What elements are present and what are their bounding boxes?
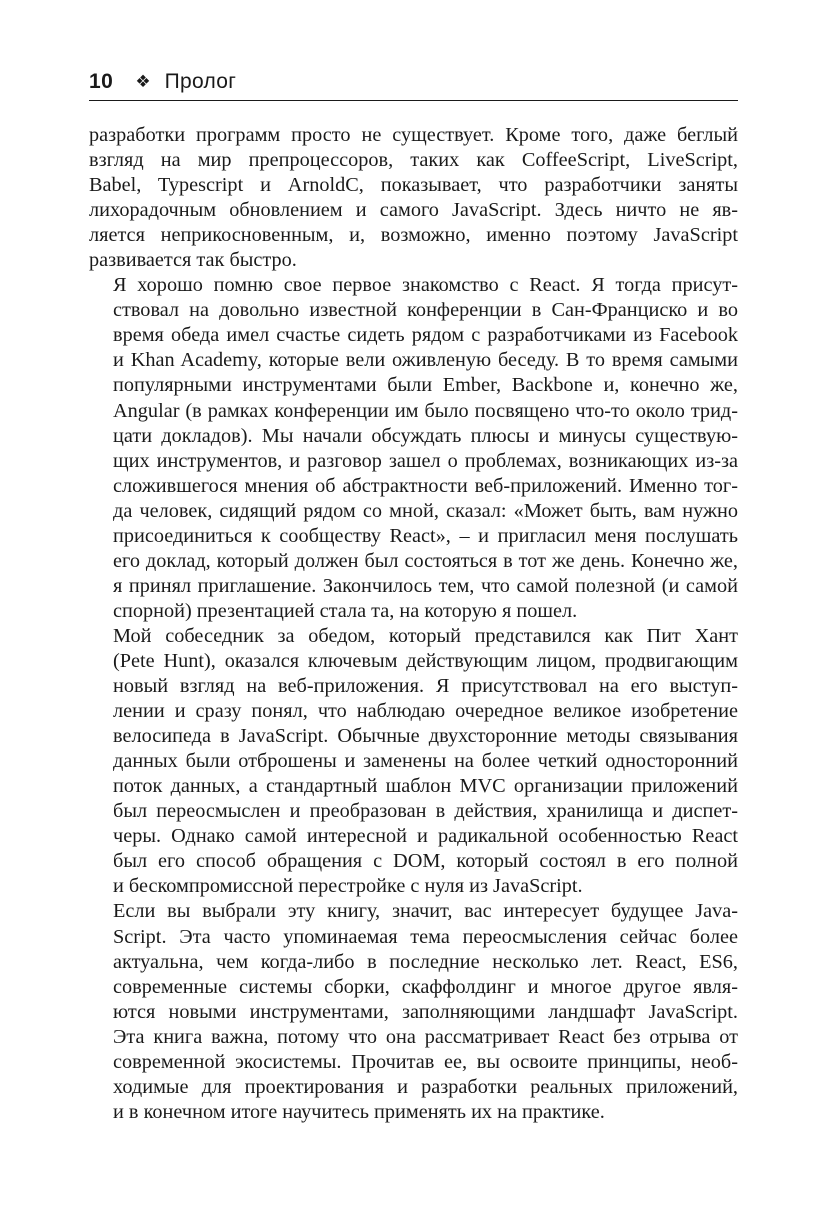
text-line: взгляд на мир препроцессоров, таких как CoffeeScript, LiveScript, <box>89 149 738 172</box>
paragraph <box>89 273 738 624</box>
body-text <box>89 123 738 1125</box>
text-line: ствовал на довольно известной конференции в Сан-Франциско и во <box>113 299 738 322</box>
text-line: новый взгляд на веб-приложения. Я присутствовал на его выступ- <box>113 675 738 698</box>
fleuron-icon: ❖ <box>135 72 151 91</box>
text-line: и в конечном итоге научитесь применять их на практике. <box>113 1100 605 1123</box>
text-line: популярными инструментами были Ember, Backbone и, конечно же, <box>113 374 738 397</box>
text-line: Эта книга важна, потому что она рассматривает React без отрыва от <box>113 1025 738 1048</box>
text-line: черы. Однако самой интересной и радикальной особенностью React <box>113 825 738 848</box>
text-line: разработки программ просто не существует. Кроме того, даже беглый <box>89 124 738 146</box>
text-line: Мой собеседник за обедом, который представился как Пит Хант <box>113 624 738 647</box>
paragraph <box>89 123 738 273</box>
text-line: и бескомпромиссной перестройке с нуля из JavaScript. <box>113 875 583 898</box>
text-line: щих инструментов, и разговор зашел о проблемах, возникающих из-за <box>113 449 738 472</box>
book-page <box>89 70 738 1125</box>
text-line: современные системы сборки, скаффолдинг и многое другое явля- <box>113 975 738 998</box>
text-line: я принял приглашение. Закончилось тем, что самой полезной (и самой <box>113 574 738 597</box>
text-line: был его способ обращения с DOM, который состоял в его полной <box>113 850 738 873</box>
text-line: Babel, Typescript и ArnoldC, показывает, что разработчики заняты <box>89 174 738 197</box>
text-line: присоединиться к сообществу React», – и пригласил меня послушать <box>113 524 738 547</box>
text-line: Angular (в рамках конференции им было посвящено что-то около трид- <box>113 399 738 422</box>
text-line: развивается так быстро. <box>89 249 297 272</box>
chapter-title: Пролог <box>164 70 237 93</box>
paragraph <box>89 624 738 900</box>
text-line: цати докладов). Мы начали обсуждать плюсы и минусы существую- <box>113 424 738 447</box>
text-line: велосипеда в JavaScript. Обычные двухсторонние методы связывания <box>113 725 738 748</box>
text-line: Если вы выбрали эту книгу, значит, вас интересует будущее Java- <box>113 900 738 923</box>
text-line: Я хорошо помню свое первое знакомство с React. Я тогда присут- <box>113 274 738 297</box>
text-line: его доклад, который должен был состояться в тот же день. Конечно же, <box>113 549 738 572</box>
text-line: сложившегося мнения об абстрактности веб-приложений. Именно тог- <box>113 474 738 497</box>
text-line: поток данных, а стандартный шаблон MVC организации приложений <box>113 775 738 798</box>
text-line: лихорадочным обновлением и самого JavaScript. Здесь ничто не яв- <box>89 199 738 222</box>
text-line: ляется неприкосновенным, и, возможно, именно поэтому JavaScript <box>89 224 738 247</box>
text-line: актуальна, чем когда-либо в последние несколько лет. React, ES6, <box>113 950 738 973</box>
text-line: время обеда имел счастье сидеть рядом с разработчиками из Facebook <box>113 324 738 347</box>
text-line: ются новыми инструментами, заполняющими ландшафт JavaScript. <box>113 1000 738 1023</box>
text-line: (Pete Hunt), оказался ключевым действующим лицом, продвигающим <box>113 649 738 672</box>
text-line: лении и сразу понял, что наблюдаю очередное великое изобретение <box>113 700 738 723</box>
text-line: да человек, сидящий рядом со мной, сказал: «Может быть, вам нужно <box>113 499 738 522</box>
text-line: был переосмыслен и преобразован в действия, хранилища и диспет- <box>113 800 738 823</box>
page-number: 10 <box>89 70 114 93</box>
text-line: ходимые для проектирования и разработки реальных приложений, <box>113 1075 738 1098</box>
running-head <box>89 70 738 101</box>
text-line: Script. Эта часто упоминаемая тема переосмысления сейчас более <box>113 925 738 948</box>
text-line: спорной) презентацией стала та, на которую я пошел. <box>113 599 578 622</box>
text-line: и Khan Academy, которые вели оживленую беседу. В то время самыми <box>113 349 738 372</box>
paragraph <box>89 899 738 1124</box>
text-line: современной экосистемы. Прочитав ее, вы освоите принципы, необ- <box>113 1050 738 1073</box>
text-line: данных были отброшены и заменены на более четкий односторонний <box>113 750 738 773</box>
